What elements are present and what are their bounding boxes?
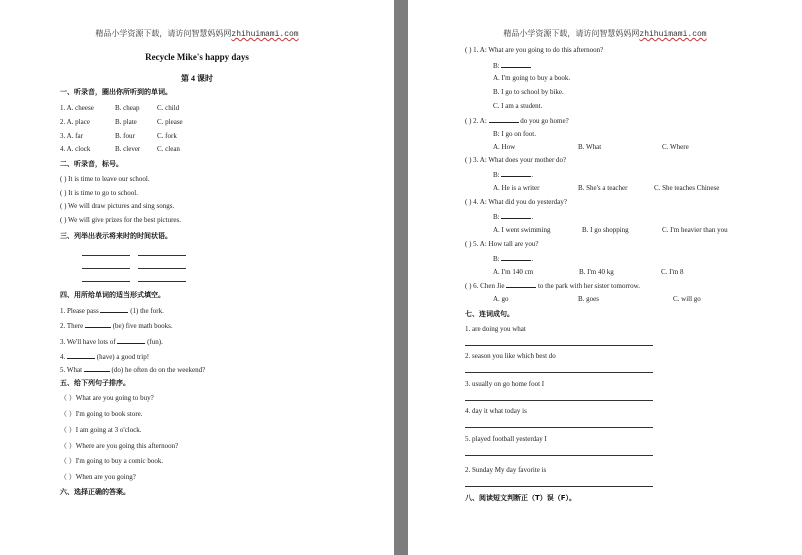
option: C. I am a student. bbox=[493, 102, 543, 110]
answer-line-blank[interactable] bbox=[465, 455, 653, 456]
answer-line-blank[interactable] bbox=[465, 345, 653, 346]
question-2: ( ) 2. A: do you go home? bbox=[465, 117, 569, 125]
answer-blank[interactable] bbox=[82, 268, 130, 269]
header-url[interactable]: zhihuimami.com bbox=[639, 30, 707, 39]
answer-line: B: bbox=[493, 61, 531, 71]
question-6: ( ) 6. Chen Jie to the park with her sister tomorrow. bbox=[465, 282, 640, 290]
option: B. I go to school by bike. bbox=[493, 88, 564, 96]
answer-blank[interactable] bbox=[67, 352, 95, 359]
answer-blank[interactable] bbox=[501, 254, 531, 261]
answer-blank[interactable] bbox=[138, 281, 186, 282]
fill-in-item-3: 3. We'll have lots of (fun). bbox=[60, 338, 163, 346]
ordering-sentence: ( ) We will give prizes for the best pictures. bbox=[60, 216, 181, 224]
page-title: Recycle Mike's happy days bbox=[145, 52, 249, 62]
answer-line-blank[interactable] bbox=[465, 486, 653, 487]
scrambled-sentence: 5. played football yesterday I bbox=[465, 435, 547, 443]
option: A. I'm going to buy a book. bbox=[493, 74, 571, 82]
fill-in-item-5: 5. What (do) he often do on the weekend? bbox=[60, 366, 206, 374]
answer-line-blank[interactable] bbox=[465, 372, 653, 373]
answer-blank[interactable] bbox=[506, 281, 536, 288]
page-header bbox=[408, 28, 802, 39]
worksheet-page-right: 精品小学资源下载，请访问智慧妈妈网zhihuimami.com ( ) 1. A: What are you going to do this afternoon? B: A. I'm going to buy a book. B. I go to school by bike. C. I am a student. ( ) 2. A: do you go home? B: I go on foot. A. How B. What C. Where ( ) 3. A: What does your mother do? B: . A. He is a writer B. She's a teacher C. She teaches Chinese ( ) 4. A: What did you do yesterday? B: . A. I went swimming B. I go shopping C. I'm heavier than you ( ) 5. A: How tall are you? B: . A. I'm 140 cm B. I'm 40 kg C. I'm 8 ( ) 6. Chen Jie to the park with her sister tomorrow. A. go B. goes C. will go 七、连词成句。 1. are doing you what 2. season you like which best do 3. usually on go home foot I 4. day it what today is 5. played football yesterday I 2. Sunday My day favorite is 八、阅读短文判断正（T）误（F）。 bbox=[408, 0, 802, 555]
sequence-sentence: （ ）When are you going? bbox=[60, 473, 136, 481]
answer-line: B: . bbox=[493, 213, 534, 221]
answer-line: B: I go on foot. bbox=[493, 130, 536, 138]
scrambled-sentence: 2. season you like which best do bbox=[465, 352, 556, 360]
fill-in-item-2: 2. There (be) five math books. bbox=[60, 322, 173, 330]
sequence-sentence: （ ）I'm going to book store. bbox=[60, 410, 143, 418]
section-5-heading: 五、给下列句子排序。 bbox=[60, 379, 130, 387]
question-5: ( ) 5. A: How tall are you? bbox=[465, 240, 539, 248]
answer-blank[interactable] bbox=[82, 255, 130, 256]
section-8-heading: 八、阅读短文判断正（T）误（F）。 bbox=[465, 494, 577, 502]
answer-blank[interactable] bbox=[117, 337, 145, 344]
answer-blank[interactable] bbox=[85, 321, 111, 328]
section-4-heading: 四、用所给单词的适当形式填空。 bbox=[60, 291, 165, 299]
answer-line: B: . bbox=[493, 171, 534, 179]
page-header bbox=[0, 28, 394, 39]
sequence-sentence: （ ）I'm going to buy a comic book. bbox=[60, 457, 164, 465]
question-3: ( ) 3. A: What does your mother do? bbox=[465, 156, 567, 164]
scrambled-sentence: 3. usually on go home foot I bbox=[465, 380, 545, 388]
answer-line-blank[interactable] bbox=[465, 427, 653, 428]
sequence-sentence: （ ）What are you going to buy? bbox=[60, 394, 154, 402]
scrambled-sentence: 4. day it what today is bbox=[465, 407, 527, 415]
answer-blank[interactable] bbox=[489, 116, 519, 123]
sequence-sentence: （ ）Where are you going this afternoon? bbox=[60, 442, 179, 450]
ordering-sentence: ( ) It is time to leave our school. bbox=[60, 175, 150, 183]
lesson-number: 第 4 课时 bbox=[181, 74, 213, 83]
worksheet-page-left: 精品小学资源下载，请访问智慧妈妈网zhihuimami.com Recycle Mike's happy days 第 4 课时 一、听录音，圈出你所听到的单词。 1. A. cheese B. cheap C. child 2. A. place B. plate C. please 3. A. far B. four C. fork 4. A. clock B. clever C. clean 二、听录音，标号。 ( ) It is time to leave our school. ( ) It is time to go to school. ( ) We will draw pictures and sing songs. ( ) We will give prizes for the best pictures. 三、列举出表示将来时的时间状语。 四、用所给单词的适当形式填空。 1. Please pass (1) the fork. 2. There (be) five math books. 3. We'll have lots of (fun). 4. (have) a good trip! 5. What (do) he often do on the weekend? 五、给下列句子排序。 （ ）What are you going to buy? （ ）I'm going to book store. （ ）I am going at 3 o'clock. （ ）Where are you going this afternoon? （ ）I'm going to buy a comic book. （ ）When are you going? 六、选择正确的答案。 bbox=[0, 0, 394, 555]
header-url[interactable]: zhihuimami.com bbox=[231, 30, 299, 39]
question-1: ( ) 1. A: What are you going to do this afternoon? bbox=[465, 46, 604, 54]
answer-blank[interactable] bbox=[501, 212, 531, 219]
question-4: ( ) 4. A: What did you do yesterday? bbox=[465, 198, 567, 206]
answer-blank[interactable] bbox=[100, 306, 128, 313]
answer-line: B: . bbox=[493, 255, 534, 263]
section-1-heading: 一、听录音，圈出你所听到的单词。 bbox=[60, 88, 172, 96]
answer-blank[interactable] bbox=[138, 268, 186, 269]
answer-blank[interactable] bbox=[82, 281, 130, 282]
sequence-sentence: （ ）I am going at 3 o'clock. bbox=[60, 426, 142, 434]
ordering-sentence: ( ) It is time to go to school. bbox=[60, 189, 138, 197]
answer-blank[interactable] bbox=[501, 170, 531, 177]
answer-blank[interactable] bbox=[138, 255, 186, 256]
ordering-sentence: ( ) We will draw pictures and sing songs. bbox=[60, 202, 175, 210]
scrambled-sentence: 2. Sunday My day favorite is bbox=[465, 466, 547, 474]
answer-blank[interactable] bbox=[501, 61, 531, 68]
section-6-heading: 六、选择正确的答案。 bbox=[60, 488, 130, 496]
section-3-heading: 三、列举出表示将来时的时间状语。 bbox=[60, 232, 172, 240]
header-prefix: 精品小学资源下载，请访问智慧妈妈网 bbox=[95, 29, 232, 38]
scrambled-sentence: 1. are doing you what bbox=[465, 325, 526, 333]
answer-line-blank[interactable] bbox=[465, 400, 653, 401]
header-prefix: 精品小学资源下载，请访问智慧妈妈网 bbox=[503, 29, 640, 38]
section-7-heading: 七、连词成句。 bbox=[465, 310, 514, 318]
fill-in-item-1: 1. Please pass (1) the fork. bbox=[60, 307, 164, 315]
answer-blank[interactable] bbox=[84, 365, 110, 372]
section-2-heading: 二、听录音，标号。 bbox=[60, 160, 123, 168]
fill-in-item-4: 4. (have) a good trip! bbox=[60, 353, 150, 361]
